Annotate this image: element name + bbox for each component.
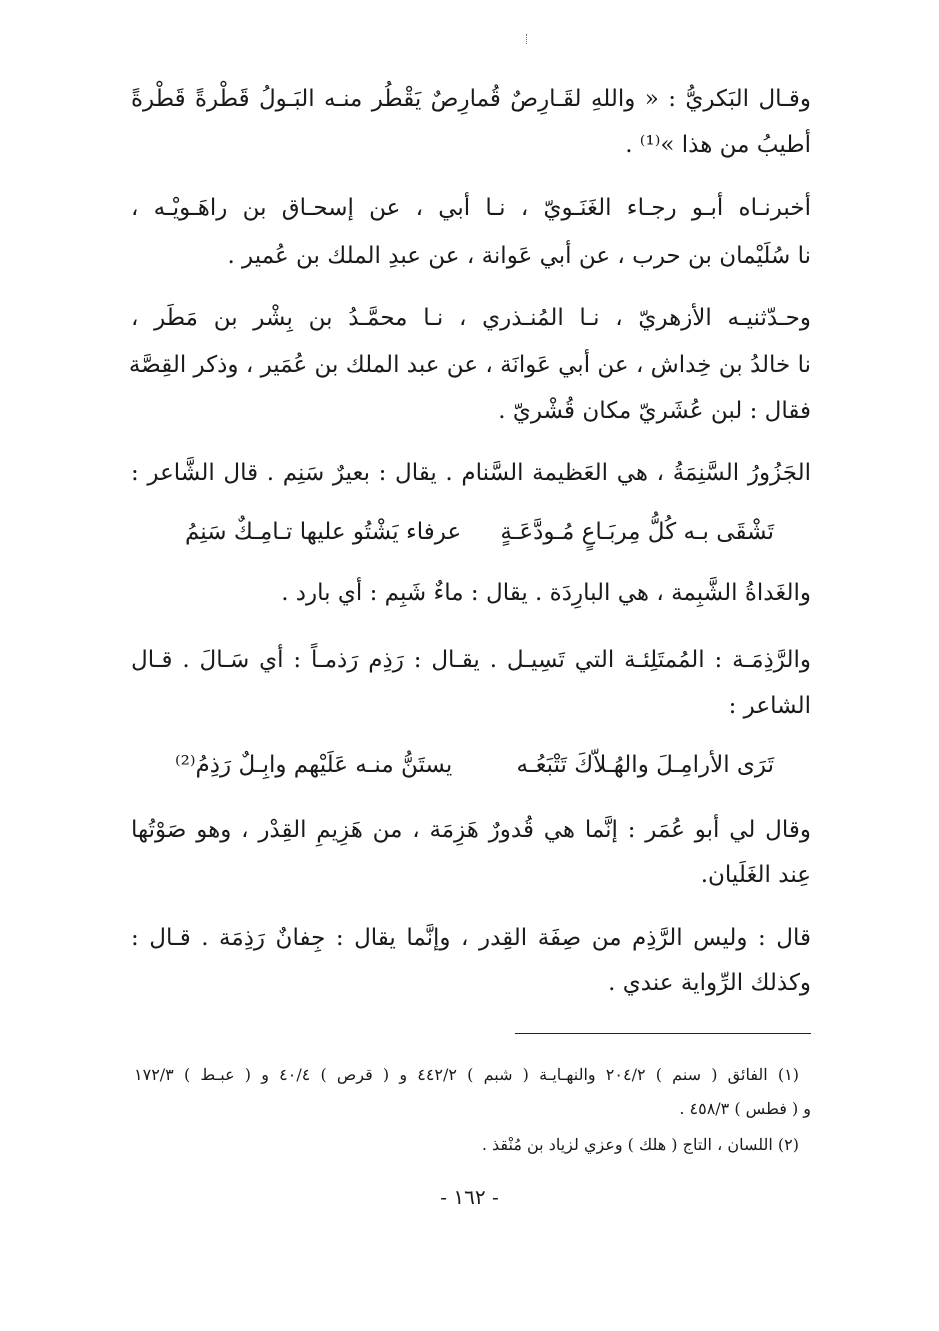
paragraph-6-line-1: والرَّذِمَـة : المُمتَلِئـة التي تَسِيـل . يقـال : رَذِم رَذمـاً : أي سَـالَ . قـال — [131, 647, 811, 673]
footnote-1-line-1: (١) الفائق ( سنم ) ٢٠٤/٢ والنهـايـة ( شبم ) ٤٤٢/٢ و ( قرص ) ٤٠/٤ و ( عبـط ) ١٧٢/٣ — [134, 1065, 799, 1084]
paragraph-2-line-1: أخبرنـاه أبـو رجـاء الغَنَـويّ ، نـا أبي ، عن إسحـاق بن راهَـويْـه ، — [131, 195, 811, 221]
paragraph-8-line-2: وكذلك الرِّواية عندي . — [608, 970, 811, 996]
footnote-separator — [515, 1033, 811, 1034]
paragraph-1-line-1: وقـال البَكريُّ : « واللهِ لقَـارِصٌ قُمارِصٌ يَقْطُر منـه البَـولُ قَطْرةً قَطْرةً — [131, 86, 811, 112]
paragraph-8-line-1: قال : وليس الرَّذِم من صِفَة القِدر ، وإنَّما يقال : جِفانٌ رَذِمَة . قـال : — [131, 925, 811, 951]
paragraph-5-line-1: والغَداةُ الشَّبِمة ، هي البارِدَة . يقال : ماءٌ شَبِم : أي بارد . — [281, 580, 811, 606]
paragraph-3-line-1: وحـدّثنيـه الأزهريّ ، نـا المُنـذري ، نـا محمَّـدُ بن بِشْر بن مَطَر ، — [131, 305, 811, 331]
paragraph-4-line-1: الجَزُورُ السَّنِمَةُ ، هي العَظيمة السَّنام . يقال : بعيرٌ سَنِم . قال الشَّاعر : — [131, 460, 811, 486]
verse-2-second-hemistich: يستَنُّ منـه عَلَيْهم وابِـلٌ رَذِمُ⁽²⁾ — [175, 752, 453, 778]
paragraph-6-line-2: الشاعر : — [728, 693, 811, 719]
paragraph-1-line-2: أطيبُ من هذا »⁽¹⁾ . — [625, 132, 811, 158]
verse-1-first-hemistich: تَشْقَى بـه كُلُّ مِربَـاعٍ مُـودَّعَـةٍ — [500, 519, 774, 545]
scan-artifact — [526, 34, 531, 44]
paragraph-7-line-2: عِند الغَلَيان. — [700, 862, 811, 888]
paragraph-2-line-2: نا سُلَيْمان بن حرب ، عن أبي عَوانة ، عن عبدِ الملك بن عُمير . — [227, 243, 811, 269]
footnote-1-line-2: و ( فطس ) ٤٥٨/٣ . — [679, 1099, 811, 1118]
page-number: - ١٦٢ - — [440, 1185, 499, 1209]
paragraph-7-line-1: وقال لي أبو عُمَر : إنَّما هي قُدورٌ هَزِمَة ، من هَزِيمِ القِدْر ، وهو صَوْتُها — [131, 817, 811, 843]
verse-1-second-hemistich: عرفاء يَشْتُو عليها تـامِـكٌ سَنِمُ — [185, 519, 462, 545]
footnote-2: (٢) اللسان ، التاج ( هلك ) وعزي لزياد بن مُنْقذ . — [481, 1135, 799, 1154]
paragraph-3-line-3: فقال : لبن عُشَريّ مكان قُشْريّ . — [498, 398, 811, 424]
verse-2-first-hemistich: تَرَى الأرامِـلَ والهُـلاّكَ تَتْبَعُـه — [516, 752, 774, 778]
paragraph-3-line-2: نا خالدُ بن خِداش ، عن أبي عَوانَة ، عن عبد الملك بن عُمَير ، وذكر القِصَّة — [128, 352, 811, 378]
